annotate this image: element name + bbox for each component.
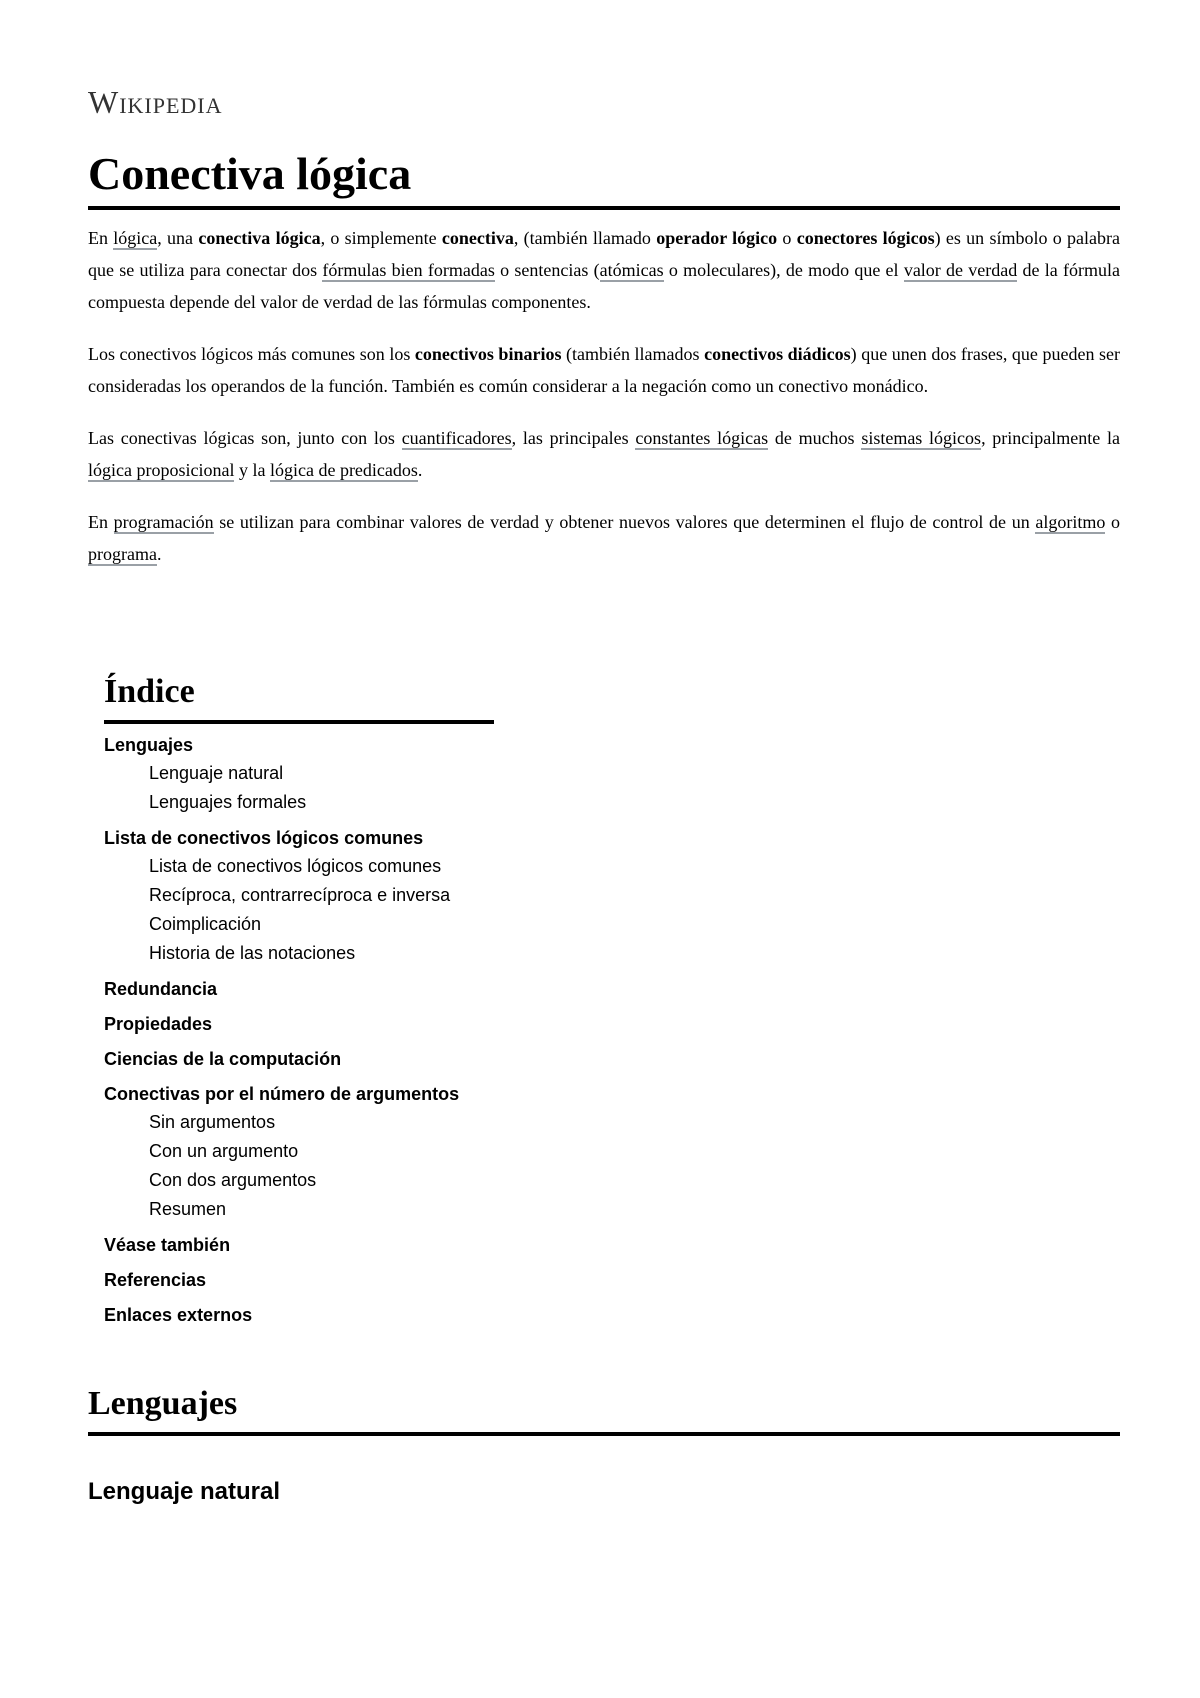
paragraph-text: En xyxy=(88,512,114,532)
toc-section xyxy=(104,732,494,817)
toc-item[interactable]: Propiedades xyxy=(104,1014,213,1034)
article-link[interactable]: programación xyxy=(113,512,214,532)
paragraph-text: o xyxy=(777,228,797,248)
page-title: Conectiva lógica xyxy=(88,146,1120,210)
intro-paragraph xyxy=(88,338,1120,402)
paragraph-text: ) que unen dos frases, que pueden ser consideradas los operandos de la función. También es común considerar a la negación como un conectivo monádico. xyxy=(88,344,1121,396)
subsection-heading-lenguaje-natural: Lenguaje natural xyxy=(88,1478,281,1505)
toc-title: Índice xyxy=(104,672,494,724)
toc-section xyxy=(104,1011,494,1038)
toc-item[interactable]: Conectivas por el número de argumentos xyxy=(104,1084,460,1104)
toc-subitem[interactable]: Con un argumento xyxy=(149,1141,299,1161)
paragraph-text: y la xyxy=(234,460,270,480)
article-link[interactable]: sistemas lógicos xyxy=(861,428,982,448)
paragraph-text: se utilizan para combinar valores de verdad y obtener nuevos valores que determinen el flujo de control de un xyxy=(213,512,1036,532)
toc-subitem[interactable]: Sin argumentos xyxy=(149,1112,276,1132)
article-link[interactable]: atómicas xyxy=(599,260,664,280)
toc-subitem[interactable]: Con dos argumentos xyxy=(149,1170,317,1190)
bold-term: conectiva xyxy=(441,228,514,248)
paragraph-text: de la fórmula compuesta depende del valor de verdad de las fórmulas componentes. xyxy=(88,260,1120,312)
paragraph-text: . xyxy=(417,460,423,480)
paragraph-text: . xyxy=(156,544,162,564)
toc-section xyxy=(104,1081,494,1224)
wikipedia-logo[interactable]: Wikipedia xyxy=(88,84,223,120)
article-link[interactable]: lógica proposicional xyxy=(88,460,235,480)
toc-item[interactable]: Ciencias de la computación xyxy=(104,1049,342,1069)
paragraph-text: o moleculares), de modo que el xyxy=(663,260,904,280)
toc-subitem[interactable]: Lenguajes formales xyxy=(149,792,307,812)
paragraph-text: , o simplemente xyxy=(320,228,442,248)
article-link[interactable]: programa xyxy=(88,544,157,564)
section-heading-lenguajes: Lenguajes xyxy=(88,1384,1120,1436)
toc-subitem[interactable]: Recíproca, contrarrecíproca e inversa xyxy=(149,885,451,905)
toc-subitem[interactable]: Coimplicación xyxy=(149,914,262,934)
paragraph-text: , una xyxy=(157,228,199,248)
bold-term: conectivos diádicos xyxy=(704,344,851,364)
intro-paragraph xyxy=(88,506,1120,570)
article-link[interactable]: lógica xyxy=(113,228,158,248)
bold-term: conectivos binarios xyxy=(414,344,562,364)
paragraph-text: En xyxy=(88,228,114,248)
paragraph-text: , (también llamado xyxy=(513,228,657,248)
bold-term: conectiva lógica xyxy=(198,228,321,248)
article-link[interactable]: valor de verdad xyxy=(903,260,1018,280)
bold-term: conectores lógicos xyxy=(796,228,935,248)
toc-item[interactable]: Enlaces externos xyxy=(104,1305,253,1325)
toc-section xyxy=(104,1302,494,1329)
article-link[interactable]: fórmulas bien formadas xyxy=(322,260,495,280)
toc-item[interactable]: Lenguajes xyxy=(104,735,194,755)
toc-list xyxy=(104,732,494,1329)
toc-item[interactable]: Véase también xyxy=(104,1235,231,1255)
intro-paragraph xyxy=(88,422,1120,486)
paragraph-text: , principalmente la xyxy=(981,428,1121,448)
toc-section xyxy=(104,1267,494,1294)
toc-subitem[interactable]: Historia de las notaciones xyxy=(149,943,356,963)
paragraph-text: ) es un símbolo o palabra que se utiliza para conectar dos xyxy=(88,228,1120,280)
toc-subitem[interactable]: Lenguaje natural xyxy=(149,763,284,783)
bold-term: operador lógico xyxy=(656,228,778,248)
paragraph-text: , las principales xyxy=(511,428,636,448)
article-link[interactable]: algoritmo xyxy=(1035,512,1106,532)
toc-section xyxy=(104,1232,494,1259)
paragraph-text: Los conectivos lógicos más comunes son los xyxy=(88,344,415,364)
toc-subitem[interactable]: Lista de conectivos lógicos comunes xyxy=(149,856,442,876)
article-link[interactable]: constantes lógicas xyxy=(635,428,769,448)
article-link[interactable]: lógica de predicados xyxy=(269,460,418,480)
paragraph-text: de muchos xyxy=(768,428,862,448)
paragraph-text: (también llamados xyxy=(561,344,705,364)
toc-section xyxy=(104,1046,494,1073)
table-of-contents xyxy=(104,672,494,1329)
toc-subitem[interactable]: Resumen xyxy=(149,1199,227,1219)
paragraph-text: o xyxy=(1105,512,1121,532)
paragraph-text: Las conectivas lógicas son, junto con los xyxy=(88,428,402,448)
paragraph-text: o sentencias ( xyxy=(494,260,600,280)
toc-item[interactable]: Referencias xyxy=(104,1270,207,1290)
toc-section xyxy=(104,976,494,1003)
toc-item[interactable]: Lista de conectivos lógicos comunes xyxy=(104,828,424,848)
article-intro xyxy=(88,222,1120,590)
article-link[interactable]: cuantificadores xyxy=(401,428,512,448)
intro-paragraph xyxy=(88,222,1120,318)
toc-item[interactable]: Redundancia xyxy=(104,979,218,999)
toc-section xyxy=(104,825,494,968)
